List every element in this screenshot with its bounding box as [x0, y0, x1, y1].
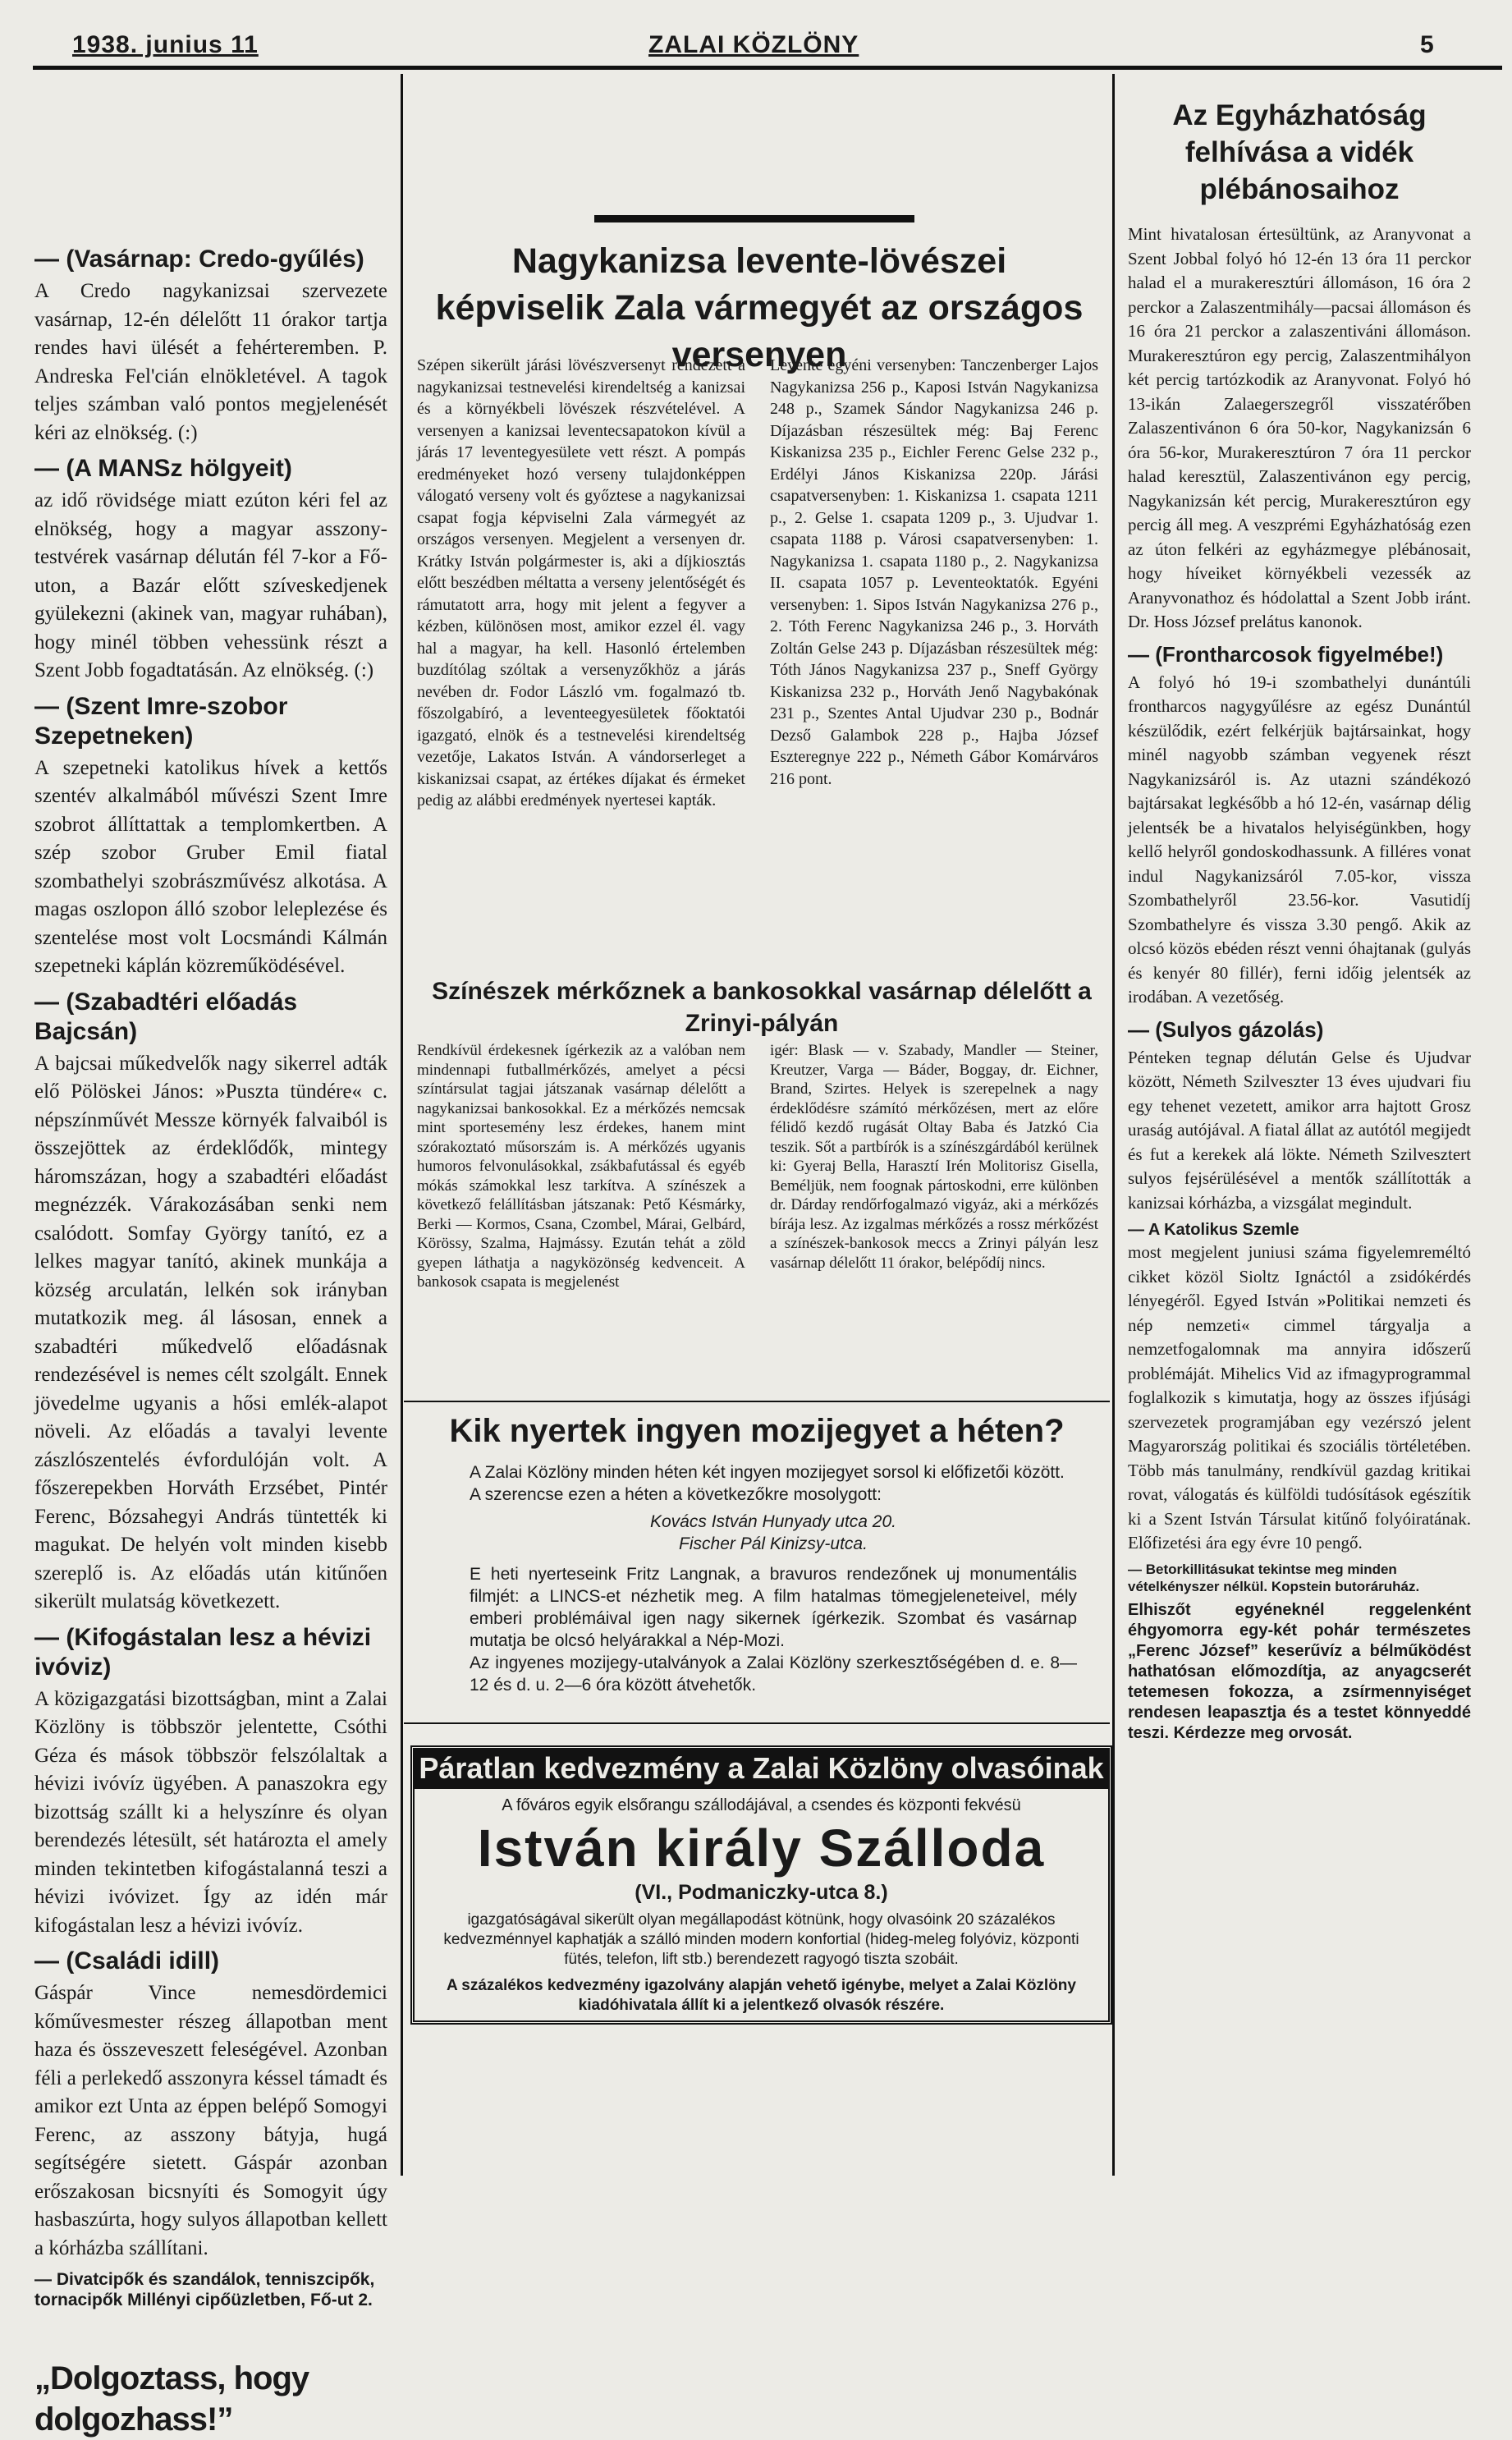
header-date: 1938. junius 11	[72, 31, 259, 58]
mozi-text-2: A szerencse ezen a héten a következőkre mosolygott:	[470, 1485, 882, 1504]
levente-text-a: Szépen sikerült járási lövészversenyt rendezett a nagykanizsai testnevelési kirendeltség a kanizsai és a környékbeli lövészek részvételével. A versenyen a kanizsai leventecsapatokon kívül a járás 17 leventegyesülete vett részt. A pompás eredményeket hozó verseny tulajdonképpen válogató verseny volt és győztese a nagykanizsai csapat fogja képviselni Zala vármegyét az országos versenyen. Megjelent a versenyen dr. Krátky István polgármester is, aki a díjkiosztás előtt beszédben méltatta a verseny jelentőségét és rámutatott arra, hogy mit jelent a fegyver a kézben, különösen most, amikor ezzel él. vagy hal a magyar, ha kell. Hasonló értelemben buzdítólag szóltak a versenyzőkhöz a járás nevében dr. Fodor László vm. fogalmazó tb. főszolgabíró, a leventeegyesületek főoktatói igazgató, elnök és a testnevelési kirendeltség vezetője, Lakatos István. A vándorserleget a kiskanizsai csapat, az értékes díjakat és érmeket pedig az alábbi eredmények nyertesei kapták.	[417, 356, 745, 810]
hotel-ad-intro: A főváros egyik elsőrangu szállodájával, a csendes és központi fekvésü	[502, 1796, 1021, 1814]
slogan: „Dolgoztass, hogy dolgozhass!”	[34, 2360, 309, 2438]
szemle-text: most megjelent juniusi száma figyelemreméltó cikket közöl Sioltz Ignáctól a zsidókérdés lényegéről. Egyed István »Politikai nemzeti és nép nemzeti« cimmel tárgyalja a nemzetfogalomnak ma annyira időszerű problémáját. Mihelics Vid az ifmagyprogrammal foglalkozik s kimutatja, hogy az összes ifjúsági szervezetek programjában egy vezérszó jelent Magyarország politikai és szociális törtéletében. Több más tanulmány, rendkívül gazdag kritikai rovat, válogatás és külföldi tudósítások egészítik ki a Szent István Társulat kitűnő folyóiratának. Előfizetési ára egy évre 10 pengő.	[1128, 1242, 1471, 1553]
levente-article	[417, 355, 1098, 946]
bajcsa-text: A bajcsai műkedvelők nagy sikerrel adták elő Pölöskei János: »Puszta tündére« c. népszínművét Messze környék falvaiból is összejöttek az érdeklődők, mintegy háromszázan, hogy a szabadtéri előadást megnézzék. Várakozásában senki nem csalódott. Somfay György tanító, ez a lelkes magyar tanító, akinek munkája a község arculatán, lelkén sok irányban mutatkozik meg. ál lásosan, ennek a szabadtéri műkedvelő előadásnak rendezésével is nemes célt szolgált. Ennek jövedelme ugyanis a hősi emlék-alapot növeli. Az előadás a tavalyi levente zászlószentelés évfordulóján volt. A főszerepekben Horváth Erzsébet, Pintér Ferenc, Bózsahegyi András tüntették ki magukat. De helyén volt minden kisebb szereplő is. Az előadás után kitűnően sikerült mulatság következett.	[34, 1052, 387, 1612]
column-divider-right	[1112, 74, 1115, 2176]
mozi-text-1: A Zalai Közlöny minden héten két ingyen mozijegyet sorsol ki előfizetői között.	[470, 1463, 1065, 1482]
hotel-name: István király Szálloda	[477, 1819, 1046, 1878]
mozi-winner-2: Fischer Pál Kinizsy-utca.	[679, 1534, 868, 1553]
hotel-ad-footer: A százalékos kedvezmény igazolvány alapján vehető igénybe, melyet a Zalai Közlöny kiadóhivatala állít ki a jelentkező olvasók részére.	[447, 1977, 1076, 2014]
front-text: A folyó hó 19-i szombathelyi dunántúli frontharcos nagygyűlésre az egész Dunántúl készülődik, ezért felkérjük bajtársainkat, hogy minél nagyobb számban vegyenek részt Nagykanizsáról is. Az utazni szándékozó bajtársakat legkésőbb a hó 12-én, vasárnap délig jelentsék be a hivatalos helyiségünkben, hogy kellő helyről gondoskodhassunk. A filléres vonat indul Nagykanizsáról 7.05-kor, vissza Szombathelyről 23.56-kor. Vasutidíj Szombathelyre és vissza 3.30 pengő. Akik az olcsó közös ebéden részt venni óhajtanak (gulyás és kenyér 80 fillér), ferni időig jelentsék az irodában. A vezetőség.	[1128, 672, 1471, 1007]
gazolas-text: Pénteken tegnap délután Gelse és Ujudvar között, Németh Szilveszter 13 éves ujudvari fiu egy tehenet vezetett, amikor arra hajtott Grosz uraság autójával. A fiatal állat az autótól megijedt és fut a kerekek alá lökte. Németh Szilvesztert sulyos fejsérülésével a mentők szállították a kanizsai kórházba, a vizsgálat megindult.	[1128, 1047, 1471, 1213]
csaladi-title: — (Családi idill)	[34, 1947, 220, 1974]
header-rule	[33, 66, 1502, 70]
szineszek-article	[417, 1041, 1098, 1378]
levente-headline: Nagykanizsa levente-lövészei képviselik Zala vármegyét az országos versenyen	[435, 241, 1084, 374]
hotel-ad	[410, 1745, 1112, 2025]
mansz-text: az idő rövidsége miatt ezúton kéri fel az elnökség, hogy a magyar asszony-testvérek vasárnap délután fél 7-kor a Fő-uton, a Bazár előtt szíveskedjenek gyülekezni (akinek van, magyar ruhában), hogy minél többen vehessünk részt a Szent Jobb fogadtatásán. Az elnökség. (:)	[34, 489, 387, 681]
header-page-number: 5	[1420, 31, 1435, 58]
mozi-text-4: Az ingyenes mozijegy-utalványok a Zalai Közlöny szerkesztőségében d. e. 8—12 és d. u. 2—6 óra között átvehetők.	[470, 1653, 1077, 1695]
szobor-title: — (Szent Imre-szobor Szepetneken)	[34, 692, 288, 750]
column-left	[34, 238, 387, 2438]
shoe-ad: — Divatcipők és szandálok, tenniszcipők, tornacipők Millényi cipőüzletben, Fő-ut 2.	[34, 2270, 375, 2309]
mozi-box	[404, 1401, 1110, 1724]
szineszek-text-b: igér: Blask — v. Szabady, Mandler — Steiner, Kreutzer, Varga — Báder, Boggay, dr. Eichner, Brand, Szirtes. Helyek is szerepelnek a nagy érdeklődésre számító mérkőzésen, mert az előre félidő kezdő rugását Oltay Baba és Jatzkó Cia teszik. Sőt a partbírók is a színészgárdából kerülnek ki: Gyeraj Bella, Harasztí Irén Molitorisz Gisella, Beméljük, nem foognak pártoskodni, erre különben dr. Dárday rendőrfogalmazó vigyáz, aki a mérkőzés bírája lesz. Az izgalmas mérkőzés a rossz mérkőzést a színészek-bankosok meccs a Zrinyi pályán lesz vasárnap délelőtt 11 órakor, belépődíj nincs.	[770, 1042, 1098, 1272]
egyhaz-text: Mint hivatalosan értesültünk, az Aranyvonat a Szent Jobbal folyó hó 12-én 13 óra 11 perckor halad el a murakeresztúri állomáson, 16 óra 2 perckor a Zalaszentmihály—pacsai állomáson és 16 óra 21 perckor a zalaszentiváni állomáson. Murakeresztúron egy percig, Zalaszentmihályon két percig tartózkodik az Aranyvonat. Folyó hó 13-ikán Zalaegerszegről visszatérőben Zalaszentivánon 6 óra 50-kor, Nagykanizsán 6 óra 56-kor, Murakeresztúron 7 óra 11 perckor halad keresztül, Zalaszentivánon egy percig, Nagykanizsán két percig, Murakeresztúron egy percig áll meg. A veszprémi Egyházhatóság ezen az úton felkéri az egyházmegye plébánosait, hogy híveiket környékbeli vezessék az Aranyvonathoz és hódolattal a Szent Jobb iránt. Dr. Hoss József prelátus kanonok.	[1128, 224, 1471, 631]
szobor-text: A szepetneki katolikus hívek a kettős szentév alkalmából művészi Szent Imre szobrot állíttattak a templomkertben. A szép szobor Gruber Emil fiatal szombathelyi szobrászművész alkotása. A magas oszlopon álló szobor leleplezése és szentelése most volt Locsmándi Kálmán szepetneki káplán közreműködésével.	[34, 756, 387, 977]
water-ad: Elhiszőt egyéneknél reggelenként éhgyomorra egy-két pohár természetes „Ferenc József” keserűvíz a bélműködést hathatósan előmozdítja, az anyagcserét tetemesen fokozza, a zsírmennyiséget rendesen leapasztja és a testet könnyeddé teszi. Kérdezze meg orvosát.	[1128, 1600, 1471, 1742]
furniture-ad: — Betorkillitásukat tekintse meg minden vételkényszer nélkül. Kopstein butoráruház.	[1128, 1561, 1420, 1594]
szemle-title: — A Katolikus Szemle	[1128, 1221, 1299, 1239]
heviz-text: A közigazgatási bizottságban, mint a Zalai Közlöny is többször jelentette, Csóthi Géza és mások többször felszólaltak a hévizi ivóvíz ügyében. A panaszokra egy bizottság szállt ki a helyszínre és olyan berendezés létesült, sét határozta el amely minden tekintetben kifogástalanná teszi a hévizi ivóvizet. Így az idén már kifogástalan lesz a hévizi ivóvíz.	[34, 1687, 387, 1937]
bajcsa-title: — (Szabadtéri előadás Bajcsán)	[34, 988, 298, 1045]
mozi-text-3: E heti nyerteseink Fritz Langnak, a bravuros rendezőnek uj monumentális filmjét: a LINCS-et nézhetik meg. A film hatalmas tömegjeleneteivel, mély emberi problémáival igen nagy sikernek ígérkezik. Szombat és vasárnap mutatja be olcsó helyárakkal a Nép-Mozi.	[470, 1565, 1077, 1650]
csaladi-text: Gáspár Vince nemesdördemici kőművesmester részeg állapotban ment haza és összeveszett feleségével. Azonban féli a perlekedő asszonyra késsel támadt és amikor ezt Unta az éppen belépő Somogyi Ferenc, az asszony bátyja, hugá segítségére sietett. Gáspár azonban erőszakosan bicsnyíti és Somogyit úgy hasbaszúrta, hogy sulyos állapotban kellett a kórházba szállítani.	[34, 1982, 387, 2259]
hotel-ad-body: igazgatóságával sikerült olyan megállapodást kötnünk, hogy olvasóink 20 százalékos kedvezménnyel kaphatják a szálló minden modern konfortial (hideg-meleg folyóviz, központi fütés, telefon, lift stb.) berendezett ragyogó tiszta szobáit.	[443, 1911, 1079, 1968]
levente-top-bar	[594, 215, 914, 222]
mozi-winner-1: Kovács István Hunyady utca 20.	[650, 1512, 896, 1531]
mozi-headline: Kik nyertek ingyen mozijegyet a héten?	[449, 1413, 1065, 1449]
mansz-title: — (A MANSz hölgyeit)	[34, 455, 292, 482]
column-divider-left	[401, 74, 403, 2176]
egyhaz-headline: Az Egyházhatóság felhívása a vidék plébánosaihoz	[1172, 99, 1427, 205]
gazolas-title: — (Sulyos gázolás)	[1128, 1016, 1324, 1042]
heviz-title: — (Kifogástalan lesz a hévizi ivóviz)	[34, 1623, 372, 1681]
levente-text-b: Levente egyéni versenyben: Tanczenberger Lajos Nagykanizsa 256 p., Kaposi István Nagykanizsa 248 p., Szamek Sándor Nagykanizsa 246 p. Díjazásban részesültek még: Baj Ferenc Kiskanizsa 235 p., Eichler Ferenc Gelse 232 p., Erdélyi János Kiskanizsa 220p. Járási csapatversenyben: 1. Kiskanizsa 1. csapata 1211 p., 2. Gelse 1. csapata 1209 p., 3. Ujudvar 1. csapata 1188 p. Városi csapatversenyben: 1. Nagykanizsa 1. csapata 1180 p., 2. Nagykanizsa II. csapata 1057 p. Leventeoktatók. Egyéni versenyben: 1. Sipos István Nagykanizsa 276 p., 2. Tóth Ferenc Nagykanizsa 246 p., 3. Horváth Zoltán Gelse 243 p. Díjazásban részesültek még: Tóth János Nagykanizsa 237 p., Sneff György Kiskanizsa 232 p., Horváth Jenő Nagybakónak 231 p., Szentes Antal Ujudvar 230 p., Bodnár Dezső Galambok 228 p., Hajba József Eszteregnye 222 p., Németh Gábor Komárváros 216 pont.	[770, 356, 1098, 788]
hotel-ad-banner: Páratlan kedvezmény a Zalai Közlöny olvasóinak	[413, 1748, 1110, 1789]
szineszek-headline: Színészek mérkőznek a bankosokkal vasárnap délelőtt a Zrinyi-pályán	[432, 978, 1092, 1037]
column-right	[1128, 97, 1471, 2182]
hotel-address: (VI., Podmaniczky-utca 8.)	[635, 1881, 888, 1904]
front-title: — (Frontharcosok figyelmébe!)	[1128, 641, 1444, 667]
credo-title: — (Vasárnap: Credo-gyűlés)	[34, 245, 364, 273]
szineszek-text-a: Rendkívül érdekesnek ígérkezik az a valóban nem mindennapi futballmérkőzés, amelyet a pécsi színtársulat tagjai játszanak vasárnap délelőtt a nagykanizsai bankosokkal. Ez a mérkőzés nemcsak mint sportesemény lesz érdekes, hanem mint szórakoztató műsorszám is. A mérkőzés ugyanis humoros felvonulásokkal, zsákbafutással és egyéb mókás számokkal lesz tarkítva. A színészek a következő felállításban játszanak: Pető Késmárky, Berki — Kormos, Csana, Czombel, Márai, Gelbárd, Körössy, Szalma, Hajmássy. Ezután tehát a zöld gyepen láthatja a nagyközönség kedvenceit. A bankosok csapata is megjelenést	[417, 1042, 745, 1291]
header-paper-name: ZALAI KÖZLÖNY	[648, 31, 859, 58]
credo-text: A Credo nagykanizsai szervezete vasárnap, 12-én délelőtt 11 órakor tartja rendes havi ülését a fehérteremben. P. Andreska Fel'cián elnökletével. A tagok teljes számban való pontos megjelenését kéri az elnökség. (:)	[34, 280, 387, 444]
